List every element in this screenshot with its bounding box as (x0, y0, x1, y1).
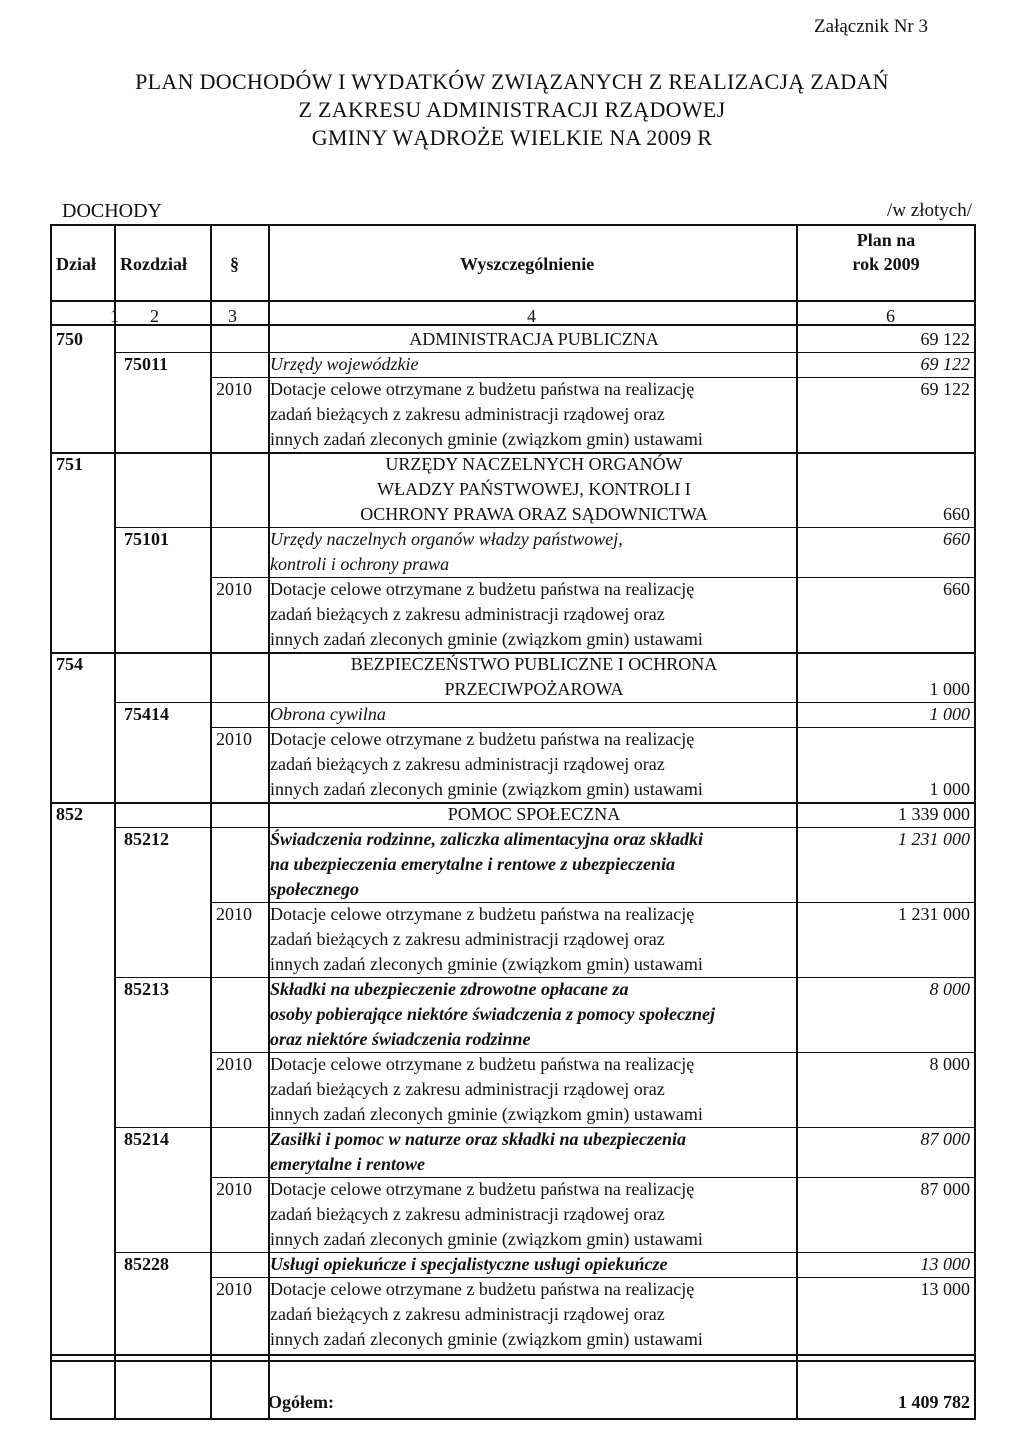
rozdzial-name: Składki na ubezpieczenie zdrowotne opłacane za (270, 979, 629, 999)
item-description: innych zadań zleconych gminie (związkom gmin) ustawami (270, 629, 703, 649)
rozdzial-amount: 87 000 (920, 1129, 970, 1149)
rozdzial-code: 85214 (124, 1129, 169, 1149)
header-paragraf: § (230, 254, 239, 274)
paragraf-code: 2010 (216, 729, 252, 749)
item-amount: 660 (943, 579, 970, 599)
dzial-name: BEZPIECZEŃSTWO PUBLICZNE I OCHRONA (350, 654, 718, 674)
item-description: innych zadań zleconych gminie (związkom gmin) ustawami (270, 954, 703, 974)
rozdzial-amount: 660 (943, 529, 970, 549)
item-description: innych zadań zleconych gminie (związkom gmin) ustawami (270, 1329, 703, 1349)
colnum-6: 6 (886, 306, 895, 326)
item-description: Dotacje celowe otrzymane z budżetu państwa na realizację (270, 904, 695, 924)
item-description: zadań bieżących z zakresu administracji rządowej oraz (270, 754, 665, 774)
item-amount: 13 000 (920, 1279, 970, 1299)
grid-line (114, 1127, 976, 1128)
dzial-amount: 1 339 000 (898, 804, 970, 824)
dzial-code: 754 (56, 654, 83, 674)
dzial-name: ADMINISTRACJA PUBLICZNA (409, 329, 659, 349)
grid-line (210, 377, 976, 378)
title-line-2: Z ZAKRESU ADMINISTRACJI RZĄDOWEJ (298, 97, 726, 122)
rozdzial-name: osoby pobierające niektóre świadczenia z pomocy społecznej (270, 1004, 715, 1024)
rozdzial-amount: 69 122 (920, 354, 970, 374)
item-description: zadań bieżących z zakresu administracji rządowej oraz (270, 1079, 665, 1099)
item-amount: 87 000 (920, 1179, 970, 1199)
grid-line (796, 224, 798, 1418)
rozdzial-name: emerytalne i rentowe (270, 1154, 425, 1174)
dzial-amount: 1 000 (929, 679, 970, 699)
grid-line (210, 1277, 976, 1278)
item-description: innych zadań zleconych gminie (związkom gmin) ustawami (270, 779, 703, 799)
paragraf-code: 2010 (216, 579, 252, 599)
rozdzial-name: Urzędy naczelnych organów władzy państwowej, (270, 529, 623, 549)
title-line-3: GMINY WĄDROŻE WIELKIE NA 2009 R (311, 125, 713, 150)
rozdzial-code: 75101 (124, 529, 169, 549)
dzial-name: PRZECIWPOŻAROWA (444, 679, 624, 699)
rozdzial-amount: 1 231 000 (898, 829, 970, 849)
paragraf-code: 2010 (216, 904, 252, 924)
colnum-2: 2 (150, 306, 159, 326)
rozdzial-name: na ubezpieczenia emerytalne i rentowe z ubezpieczenia (270, 854, 675, 874)
item-description: Dotacje celowe otrzymane z budżetu państwa na realizację (270, 1179, 695, 1199)
document-title (0, 68, 1024, 152)
grid-line (114, 224, 116, 1418)
grid-line (50, 1354, 976, 1356)
item-description: innych zadań zleconych gminie (związkom gmin) ustawami (270, 429, 703, 449)
grid-line (210, 1052, 976, 1053)
rozdzial-name: społecznego (270, 879, 359, 899)
grid-line (210, 902, 976, 903)
rozdzial-name: Świadczenia rodzinne, zaliczka alimentacyjna oraz składki (270, 829, 704, 849)
item-amount: 1 000 (929, 779, 970, 799)
grid-line (50, 1360, 976, 1362)
income-table (50, 224, 976, 1418)
header-dzial: Dział (56, 254, 96, 274)
rozdzial-code: 85213 (124, 979, 169, 999)
rozdzial-amount: 8 000 (929, 979, 970, 999)
grid-line (210, 727, 976, 728)
rozdzial-name: Usługi opiekuńcze i specjalistyczne usługi opiekuńcze (270, 1254, 668, 1274)
title-line-1: PLAN DOCHODÓW I WYDATKÓW ZWIĄZANYCH Z REALIZACJĄ ZADAŃ (135, 69, 889, 94)
paragraf-code: 2010 (216, 1279, 252, 1299)
grid-line (210, 1177, 976, 1178)
rozdzial-code: 75011 (124, 354, 169, 374)
item-amount: 1 231 000 (898, 904, 970, 924)
item-description: innych zadań zleconych gminie (związkom gmin) ustawami (270, 1229, 703, 1249)
rozdzial-name: Obrona cywilna (270, 704, 386, 724)
header-rozdzial: Rozdział (120, 254, 187, 274)
rozdzial-name: Zasiłki i pomoc w naturze oraz składki na ubezpieczenia (270, 1129, 687, 1149)
grid-line (50, 224, 976, 226)
grid-line (114, 827, 976, 828)
grid-line (50, 1418, 976, 1420)
dzial-name: URZĘDY NACZELNYCH ORGANÓW (385, 454, 683, 474)
paragraf-code: 2010 (216, 379, 252, 399)
grid-line (268, 224, 270, 1418)
paragraf-code: 2010 (216, 1179, 252, 1199)
item-description: zadań bieżących z zakresu administracji rządowej oraz (270, 604, 665, 624)
dzial-code: 750 (56, 329, 83, 349)
grid-line (114, 702, 976, 703)
dzial-name: WŁADZY PAŃSTWOWEJ, KONTROLI I (377, 479, 691, 499)
item-description: Dotacje celowe otrzymane z budżetu państwa na realizację (270, 1054, 695, 1074)
header-wyszczegolnienie: Wyszczególnienie (460, 254, 595, 274)
grid-line (114, 1252, 976, 1253)
grid-line (974, 224, 976, 1418)
total-amount: 1 409 782 (898, 1392, 970, 1412)
item-description: Dotacje celowe otrzymane z budżetu państwa na realizację (270, 1279, 695, 1299)
colnum-3: 3 (228, 306, 237, 326)
total-label: Ogółem: (268, 1392, 334, 1412)
dzial-name: POMOC SPOŁECZNA (447, 804, 621, 824)
item-description: zadań bieżących z zakresu administracji rządowej oraz (270, 929, 665, 949)
dzial-code: 852 (56, 804, 83, 824)
dzial-name: OCHRONY PRAWA ORAZ SĄDOWNICTWA (360, 504, 708, 524)
grid-line (114, 352, 976, 353)
rozdzial-name: Urzędy wojewódzkie (270, 354, 419, 374)
rozdzial-amount: 13 000 (920, 1254, 970, 1274)
rozdzial-name: kontroli i ochrony prawa (270, 554, 450, 574)
header-plan-line-2: rok 2009 (852, 254, 920, 274)
annex-label: Załącznik Nr 3 (814, 16, 928, 37)
item-amount: 8 000 (929, 1054, 970, 1074)
item-description: innych zadań zleconych gminie (związkom gmin) ustawami (270, 1104, 703, 1124)
item-description: zadań bieżących z zakresu administracji rządowej oraz (270, 1304, 665, 1324)
item-description: Dotacje celowe otrzymane z budżetu państwa na realizację (270, 379, 695, 399)
grid-line (50, 324, 976, 326)
grid-line (210, 224, 212, 1418)
rozdzial-name: oraz niektóre świadczenia rodzinne (270, 1029, 531, 1049)
rozdzial-code: 85228 (124, 1254, 169, 1274)
dzial-amount: 69 122 (920, 329, 970, 349)
grid-line (114, 977, 976, 978)
grid-line (210, 577, 976, 578)
dzial-amount: 660 (943, 504, 970, 524)
rozdzial-code: 75414 (124, 704, 169, 724)
grid-line (114, 527, 976, 528)
grid-line (50, 300, 976, 302)
item-description: zadań bieżących z zakresu administracji rządowej oraz (270, 1204, 665, 1224)
section-label: DOCHODY (62, 200, 162, 222)
rozdzial-amount: 1 000 (929, 704, 970, 724)
colnum-1: 1 (110, 306, 119, 326)
item-description: zadań bieżących z zakresu administracji rządowej oraz (270, 404, 665, 424)
item-amount: 69 122 (920, 379, 970, 399)
paragraf-code: 2010 (216, 1054, 252, 1074)
colnum-4: 4 (527, 306, 536, 326)
item-description: Dotacje celowe otrzymane z budżetu państwa na realizację (270, 729, 695, 749)
grid-line (50, 452, 976, 454)
unit-label: /w złotych/ (887, 200, 972, 221)
header-plan-line-1: Plan na (856, 230, 916, 250)
grid-line (50, 652, 976, 654)
grid-line (50, 224, 52, 1418)
rozdzial-code: 85212 (124, 829, 169, 849)
grid-line (50, 802, 976, 804)
item-description: Dotacje celowe otrzymane z budżetu państwa na realizację (270, 579, 695, 599)
dzial-code: 751 (56, 454, 83, 474)
